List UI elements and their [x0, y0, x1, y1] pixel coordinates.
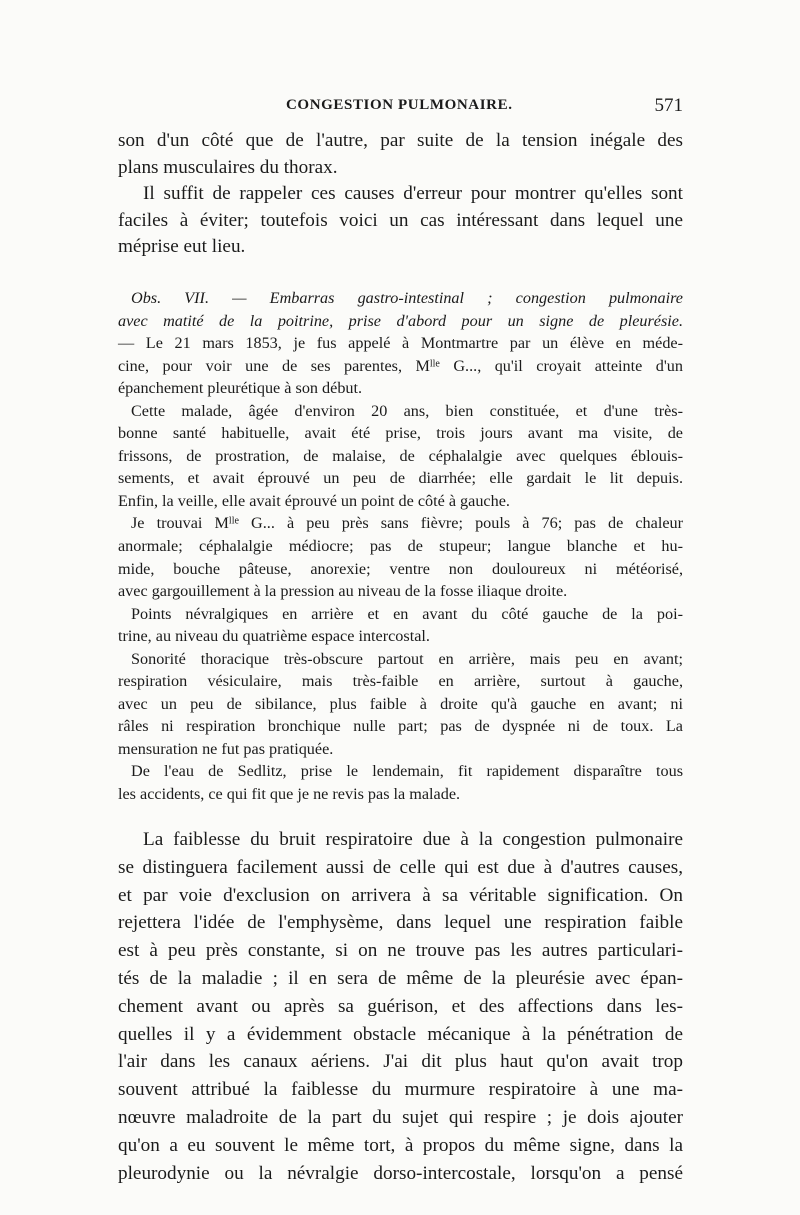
text-line: anormale; céphalalgie médiocre; pas de stupeur; langue blanche et hu-	[118, 537, 683, 556]
text-line: Cette malade, âgée d'environ 20 ans, bien constituée, et d'une très-	[131, 401, 683, 420]
text-line: qu'on a eu souvent le même tort, à propos du même signe, dans la	[118, 1134, 683, 1156]
text-line: son d'un côté que de l'autre, par suite de la tension inégale des	[118, 130, 683, 151]
text-line: frissons, de prostration, de malaise, de céphalalgie avec quelques éblouis-	[118, 446, 683, 465]
observation-heading: Obs. VII. — Embarras gastro-intestinal ; congestion pulmonaire	[131, 289, 683, 307]
text-line: Il suffit de rappeler ces causes d'erreur pour montrer qu'elles sont	[143, 183, 683, 204]
text-line: et par voie d'exclusion on arrivera à sa véritable signification. On	[118, 884, 683, 906]
text-line: souvent attribué la faiblesse du murmure respiratoire à une ma-	[118, 1079, 683, 1101]
text-line: l'air dans les canaux aériens. J'ai dit plus haut qu'on avait trop	[118, 1051, 683, 1073]
text-line: méprise eut lieu.	[118, 236, 246, 257]
observation-section	[118, 287, 683, 806]
text-line: épanchement pleurétique à son début.	[118, 379, 363, 398]
text-line: chement avant ou après sa guérison, et des affections dans les-	[118, 995, 683, 1017]
text-line: Je trouvai $M^{lle}$ G... à peu près sans fièvre; pouls à 76; pas de chaleur	[131, 514, 683, 533]
text-line: De l'eau de Sedlitz, prise le lendemain, fit rapidement disparaître tous	[131, 762, 683, 781]
text-line: avec un peu de sibilance, plus faible à droite qu'à gauche en avant; ni	[118, 694, 683, 713]
text-line: Points névralgiques en arrière et en avant du côté gauche de la poi-	[131, 604, 683, 623]
text-line: nœuvre maladroite de la part du sujet qui respire ; je dois ajouter	[118, 1106, 683, 1128]
text-line: est à peu près constante, si on ne trouve pas les autres particulari-	[118, 940, 683, 962]
text-line: bonne santé habituelle, avait été prise, trois jours avant ma visite, de	[118, 424, 683, 443]
page-header	[118, 97, 683, 121]
text-line: mensuration ne fut pas pratiquée.	[118, 739, 334, 758]
text-line: avec gargouillement à la pression au niveau de la fosse iliaque droite.	[118, 582, 568, 601]
intro-paragraphs	[118, 128, 683, 261]
text-line: quelles il y a évidemment obstacle mécanique à la pénétration de	[118, 1023, 683, 1045]
text-line: se distinguera facilement aussi de celle qui est due à d'autres causes,	[118, 856, 683, 878]
observation-heading: avec matité de la poitrine, prise d'abord pour un signe de pleurésie.	[118, 311, 683, 330]
text-line: sements, et avait éprouvé un peu de diarrhée; elle gardait le lit depuis.	[118, 469, 683, 488]
text-line: plans musculaires du thorax.	[118, 156, 338, 178]
text-line: faciles à éviter; toutefois voici un cas intéressant dans lequel une	[118, 209, 683, 231]
text-line: trine, au niveau du quatrième espace intercostal.	[118, 627, 430, 646]
text-line: mide, bouche pâteuse, anorexie; ventre non douloureux ni météorisé,	[118, 559, 683, 578]
page-number: 571	[654, 95, 683, 116]
text-line: râles ni respiration bronchique nulle part; pas de dyspnée ni de toux. La	[118, 717, 683, 736]
text-line: rejettera l'idée de l'emphysème, dans lequel une respiration faible	[118, 912, 683, 934]
text-line: La faiblesse du bruit respiratoire due à la congestion pulmonaire	[143, 829, 683, 850]
text-line: respiration vésiculaire, mais très-faible en arrière, surtout à gauche,	[118, 672, 683, 691]
text-line: pleurodynie ou la névralgie dorso-intercostale, lorsqu'on a pensé	[118, 1162, 683, 1184]
text-line: tés de la maladie ; il en sera de même de la pleurésie avec épan-	[118, 967, 683, 989]
text-line: les accidents, ce qui fit que je ne revis pas la malade.	[118, 785, 461, 804]
superscript: lle	[228, 515, 239, 527]
text-line: — Le 21 mars 1853, je fus appelé à Montmartre par un élève en méde-	[118, 334, 683, 353]
closing-paragraph	[118, 826, 683, 1187]
superscript: lle	[429, 358, 440, 370]
running-title: CONGESTION PULMONAIRE.	[286, 97, 513, 113]
text-line: cine, pour voir une de ses parentes, $M^{lle}$ G..., qu'il croyait atteinte d'un	[118, 356, 683, 375]
text-line: Enfin, la veille, elle avait éprouvé un point de côté à gauche.	[118, 491, 510, 510]
text-line: Sonorité thoracique très-obscure partout en arrière, mais peu en avant;	[131, 649, 683, 668]
